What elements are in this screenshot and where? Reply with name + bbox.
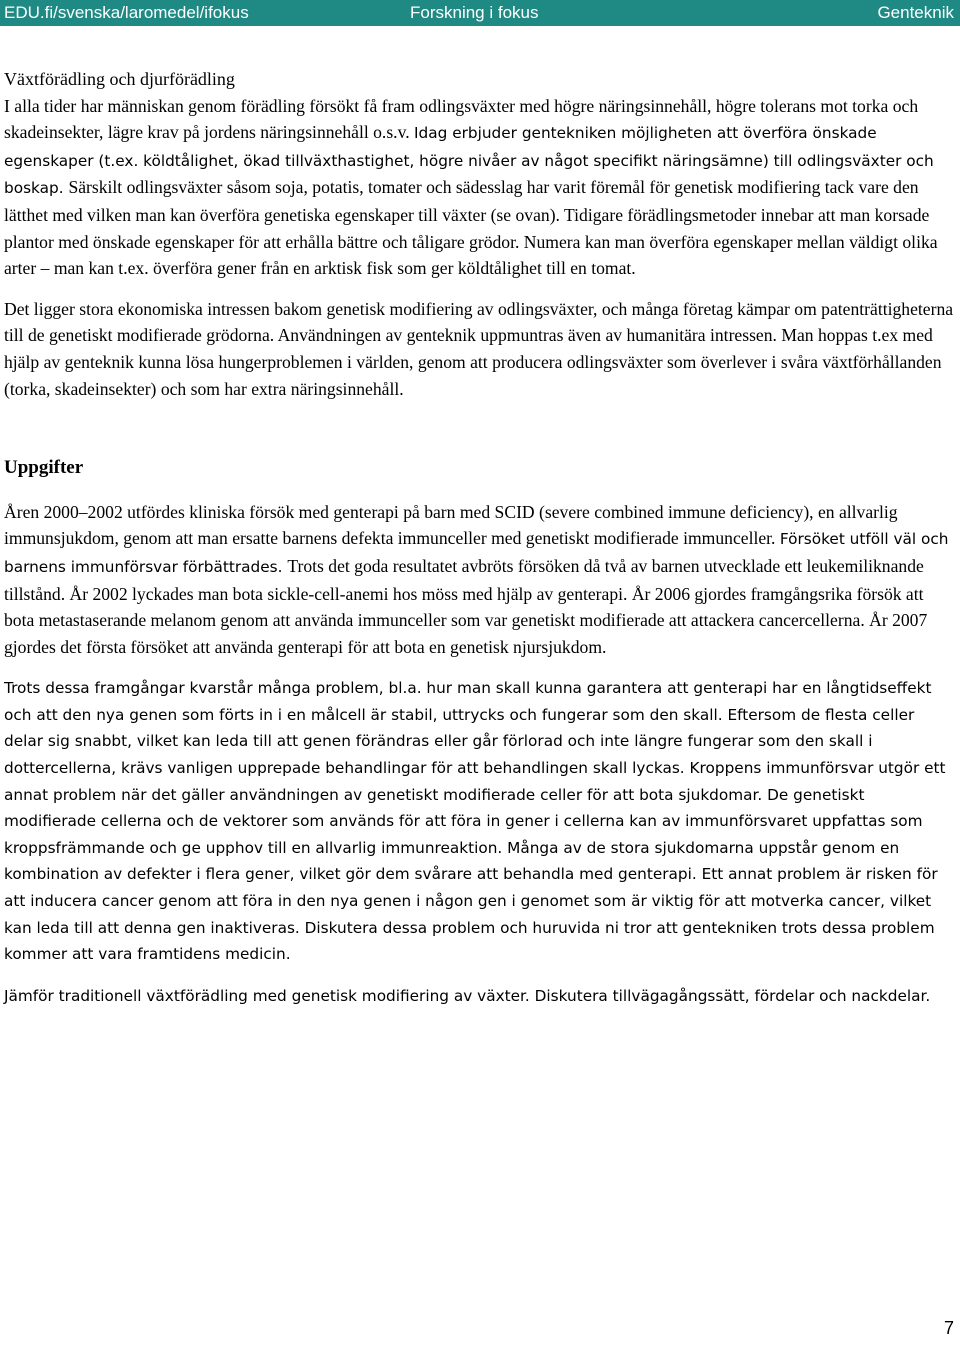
- header-url: EDU.fi/svenska/laromedel/ifokus: [4, 3, 249, 22]
- task-1-part-b: Försöket utföll väl och barnens immunförsvar förbättrades.: [4, 530, 949, 576]
- header-topic: Genteknik: [877, 3, 954, 22]
- section-title: Växtförädling och djurförädling: [4, 69, 235, 89]
- paragraph-economic-interests: Det ligger stora ekonomiska intressen bakom genetisk modifiering av odlingsväxter, och många företag kämpar om patenträttigheterna till de genetiskt modifierade grödorna. Användningen av genteknik uppmuntras även av humanitära intressen. Man hoppas t.ex med hjälp av genteknik kunna lösa hungerproblemen i världen, genom att producera odlingsväxter som överlever i svåra växtförhållanden (torka, skadeinsekter) och som har extra näringsinnehåll.: [4, 298, 954, 399]
- page-number: 7: [943, 1318, 954, 1338]
- tasks-heading: Uppgifter: [4, 457, 84, 479]
- paragraph-1-part-b: Idag erbjuder gentekniken möjligheten att överföra önskade egenskaper (t.ex. köldtålighet, ökad tillväxthastighet, högre nivåer av något specifikt näringsämne) till odlingsväxter och boskap.: [4, 124, 934, 198]
- paragraph-1-part-a: I alla tider har människan genom förädling försökt få fram odlingsväxter med högre näringsinnehåll, högre tolerans mot torka och skadeinsekter, lägre krav på jordens näringsinnehåll o.s.v.: [4, 95, 919, 143]
- page-header: [0, 0, 960, 26]
- task-paragraph-problems: Trots dessa framgångar kvarstår många problem, bl.a. hur man skall kunna garantera att genterapi har en långtidseffekt och att den nya genen som förts in i en målcell är stabil, uttrycks och fungerar som den skall. Eftersom de flesta celler delar sig snabbt, vilket kan leda till att genen förändras eller går förlorad och inte längre fungerar som den skall i dottercellerna, krävs vanligen upprepade behandlingar för att behandlingen skall lyckas. Kroppens immunförsvar utgör ett annat problem när det gäller användningen av genetiskt modifierade celler för att bota sjukdomar. De genetiskt modifierade cellerna och de vektorer som används för att föra in gener i cellerna kan av immunförsvaret uppfattas som kroppsfrämmande och ge upphov till en allvarlig immunreaktion. Många av de stora sjukdomarna uppstår genom en kombination av defekter i flera gener, vilket gör dem svårare att behandla med genterapi. Ett annat problem är risken för att inducera cancer genom att föra in den nya genen i någon gen i genomet som är viktig för att motverka cancer, vilket kan leda till att denna gen inaktiveras. Diskutera dessa problem och huruvida ni tror att gentekniken trots dessa problem kommer att vara framtidens medicin.: [4, 679, 946, 964]
- task-paragraph-gene-therapy: [4, 499, 956, 661]
- header-section: Forskning i fokus: [410, 3, 539, 22]
- task-paragraph-compare: Jämför traditionell växtförädling med genetisk modifiering av växter. Diskutera tillvägagångssätt, fördelar och nackdelar.: [4, 986, 931, 1005]
- task-1-part-a: Åren 2000–2002 utfördes kliniska försök med genterapi på barn med SCID (severe combined immune deficiency), en allvarlig immunsjukdom, genom att man ersatte barnens defekta immunceller med genetiskt modifierade immunceller.: [4, 501, 898, 549]
- paragraph-1-part-c: Särskilt odlingsväxter såsom soja, potatis, tomater och sädesslag har varit föremål för genetisk modifiering tack vare den lätthet med vilken man kan överföra genetiska egenskaper till växter (se ovan).: [4, 177, 919, 225]
- task-1-part-c: Trots det goda resultatet avbröts försöken då två av barnen utvecklade ett leukemiliknande tillstånd. År 2002 lyckades man bota sickle-cell-anemi hos möss med hjälp av genterapi. År 2006 gjordes framgångsrika försök att bota metastaserande melanom genom att använda immunceller som var genetiskt modifierade att attackera cancercellerna. År 2007 gjordes det första försöket att använda genterapi för att bota en genetisk njursjukdom.: [4, 555, 928, 657]
- paragraph-plant-breeding: [4, 93, 956, 282]
- paragraph-1-part-d: Tidigare förädlingsmetoder innebar att man korsade plantor med önskade egenskaper för att erhålla bättre och tåligare grödor. Numera kan man överföra egenskaper mellan väldigt olika arter – man kan t.ex. överföra gener från en arktisk fisk som ger köldtålighet till en tomat.: [4, 204, 938, 279]
- document-body: [4, 66, 956, 1009]
